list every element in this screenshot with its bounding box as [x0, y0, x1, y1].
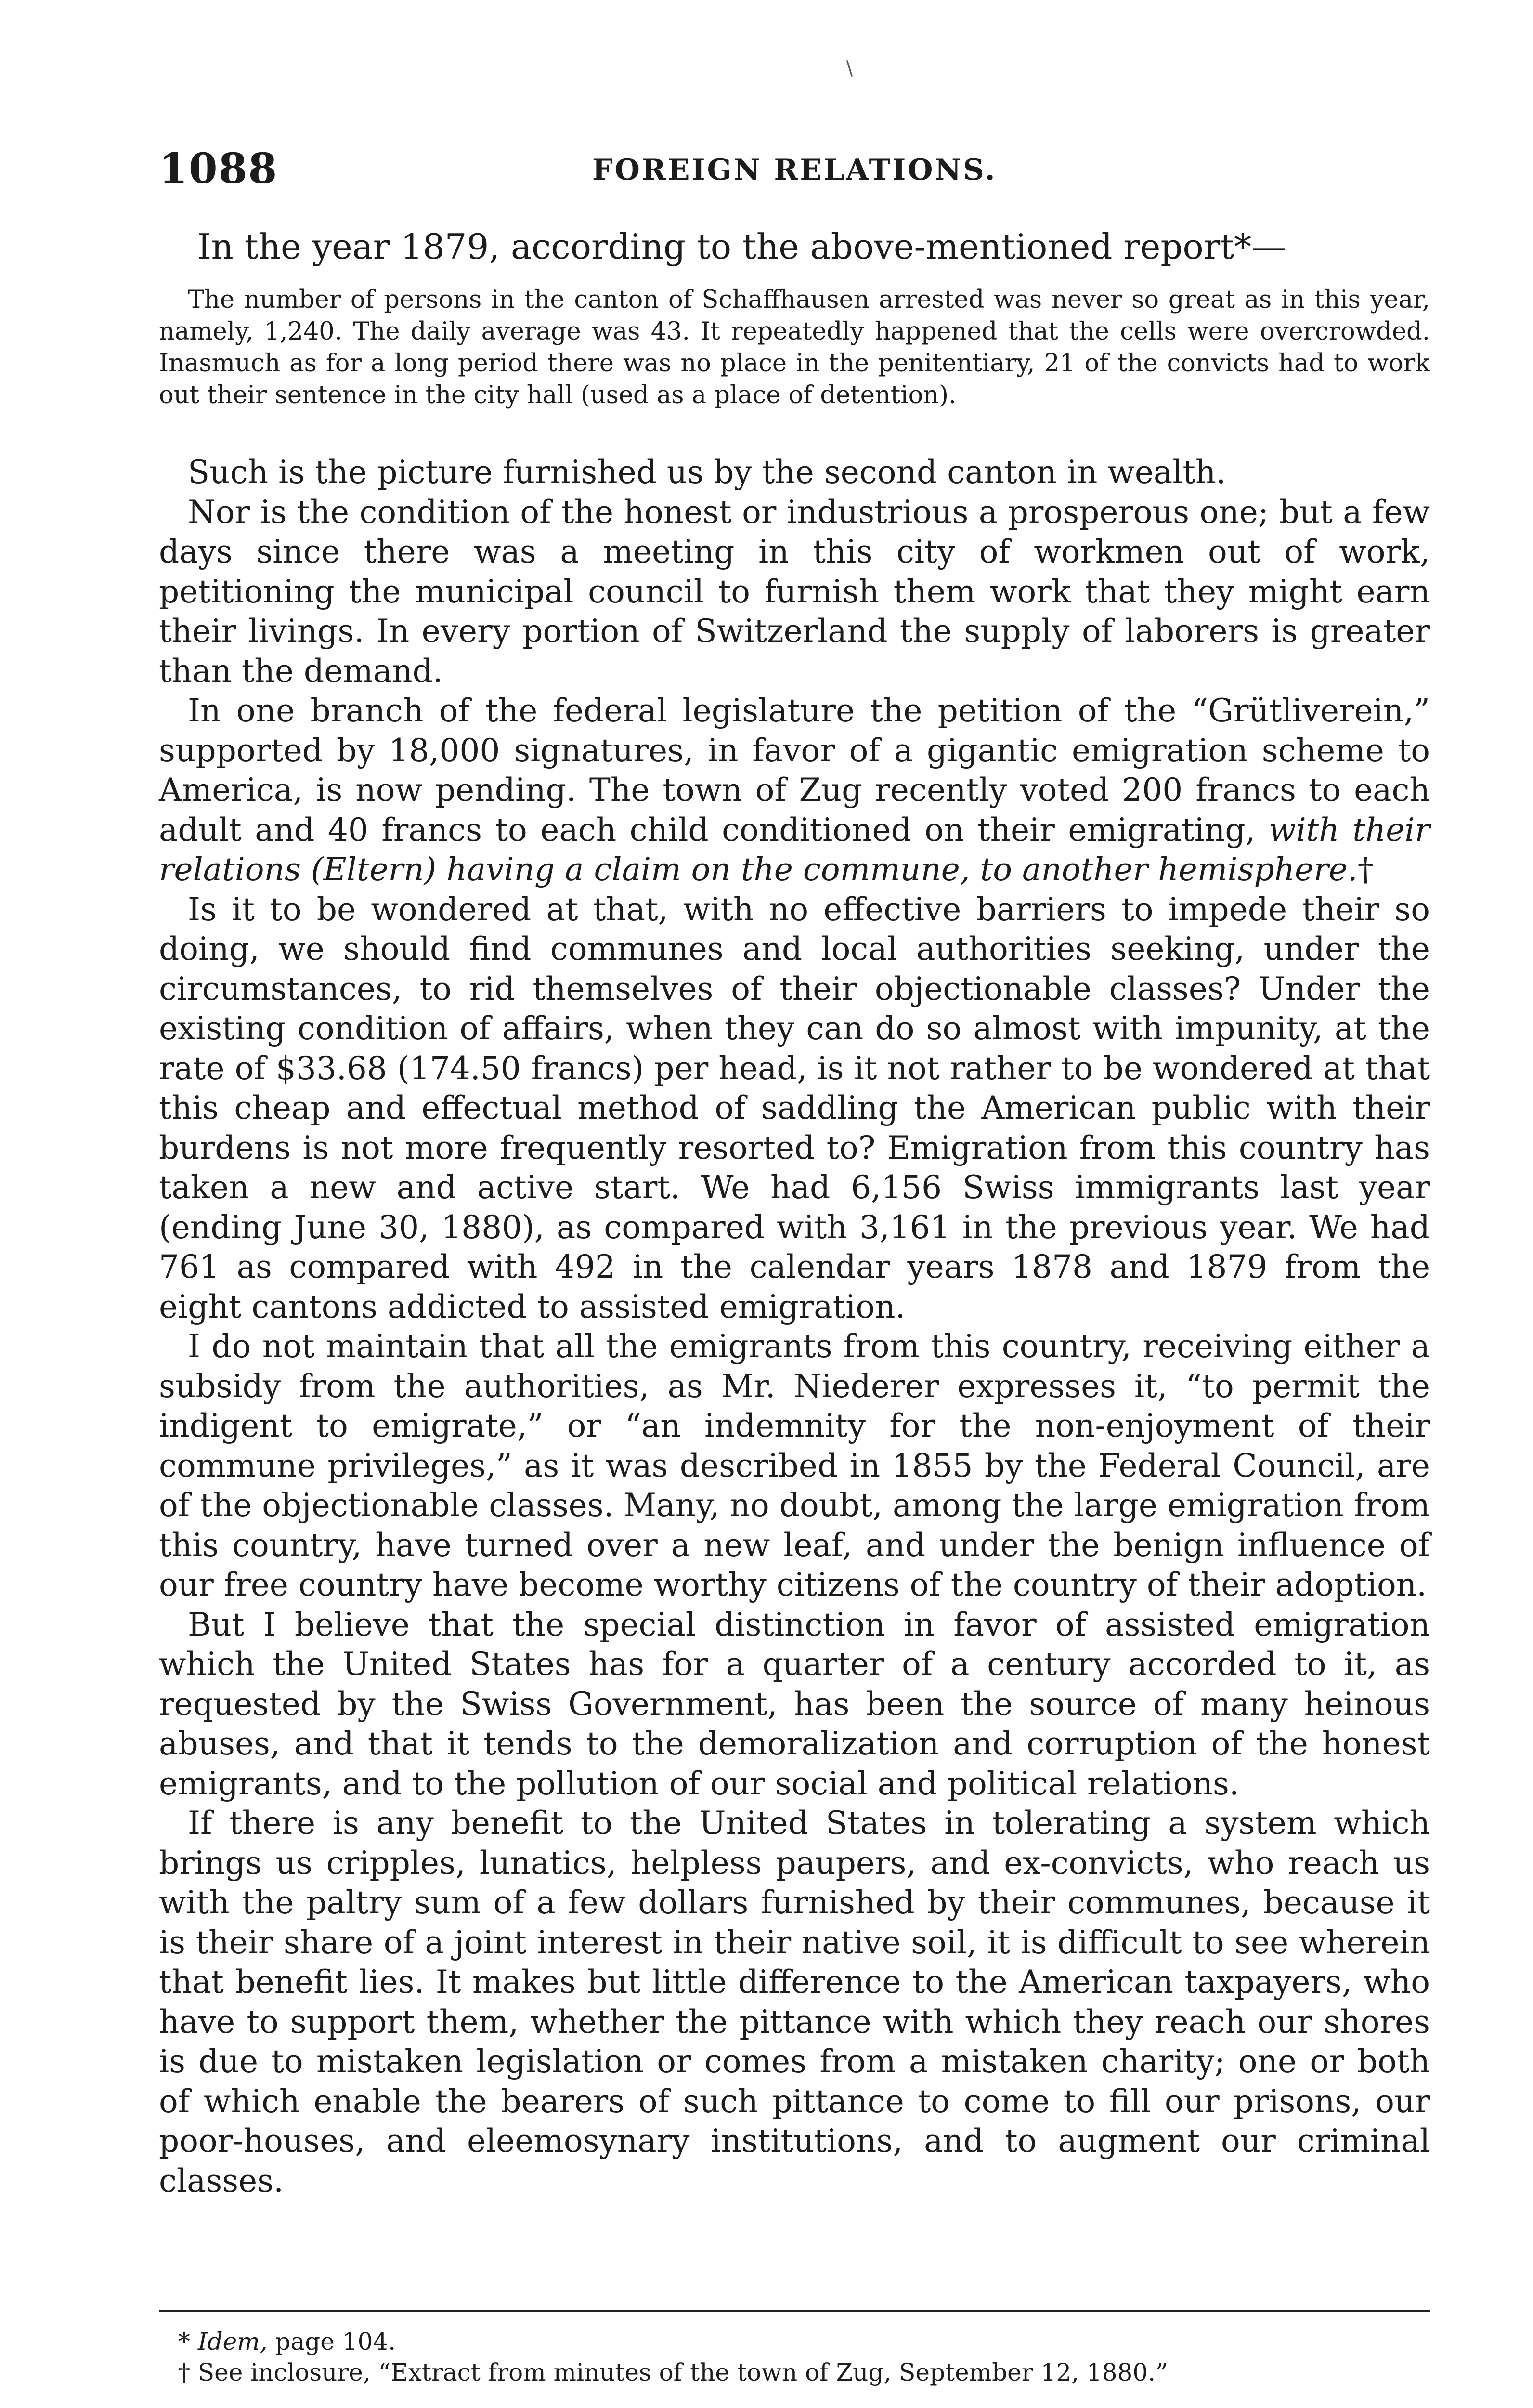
block-quote: The number of persons in the canton of Schaffhausen arrested was never so great as in this year, namely, 1,240. The daily average was 43. It repeatedly happened that the cells were overcrowded. Inasmuch as for a long period there was no place in the penitentiary, 21 of the convicts had to work out their sentence in the city hall (used as a place of detention).	[159, 286, 1430, 409]
footnote-ref-dagger[interactable]: †	[1357, 851, 1374, 888]
body-text	[159, 453, 1430, 2201]
paragraph: If there is any benefit to the United States in tolerating a system which brings us cripples, lunatics, helpless paupers, and ex-convicts, who reach us with the paltry sum of a few dollars furnished by their communes, because it is their share of a joint interest in their native soil, it is difficult to see wherein that benefit lies. It makes but little difference to the American taxpayers, who have to support them, whether the pittance with which they reach our shores is due to mistaken legislation or comes from a mistaken charity; one or both of which enable the bearers of such pittance to come to fill our prisons, our poor-houses, and eleemosynary institutions, and to augment our criminal classes.	[159, 1805, 1430, 2199]
paragraph: Such is the picture furnished us by the second canton in wealth.	[188, 454, 1226, 491]
paragraph	[159, 691, 1430, 890]
emphasis-text: with their relations (Eltern) having a claim on the commune, to another hemisphere.	[159, 811, 1430, 888]
tick-mark: ∖	[843, 58, 855, 80]
footnote-text: page 104.	[267, 2328, 396, 2356]
paragraph-text: In one branch of the federal legislature the petition of the “Grütliverein,” supported by 18,000 signatures, in favor of a gigantic emigration scheme to America, is now pending. The town of Zug recently voted 200 francs to each adult and 40 francs to each child conditioned on their emigrating,	[159, 692, 1430, 849]
paragraph: Is it to be wondered at that, with no effective barriers to impede their so doing, we should find communes and local authorities seeking, under the circumstances, to rid themselves of their objectionable classes? Under the existing condition of affairs, when they can do so almost with impunity, at the rate of $33.68 (174.50 francs) per head, is it not rather to be wondered at that this cheap and effectual method of saddling the American public with their burdens is not more frequently resorted to? Emigration from this country has taken a new and active start. We had 6,156 Swiss immigrants last year (ending June 30, 1880), as compared with 3,161 in the previous year. We had 761 as compared with 492 in the calendar years 1878 and 1879 from the eight cantons addicted to assisted emigration.	[159, 890, 1430, 1325]
footnote-star	[178, 2326, 1430, 2357]
footnote-mark: *	[178, 2328, 190, 2356]
running-head	[159, 144, 1430, 197]
lead-sentence: In the year 1879, according to the above-mentioned report*—	[197, 226, 1286, 267]
running-title: FOREIGN RELATIONS.	[592, 153, 997, 187]
footnote-dagger	[178, 2357, 1430, 2388]
footnote-italic: Idem,	[197, 2328, 268, 2356]
paragraph: I do not maintain that all the emigrants from this country, receiving either a subsidy from the authorities, as Mr. Niederer expresses it, “to permit the indigent to emigrate,” or “an indemnity for the non-enjoyment of their commune privileges,” as it was described in 1855 by the Federal Council, are of the objectionable classes. Many, no doubt, among the large emigration from this country, have turned over a new leaf, and under the benign influence of our free country have become worthy citizens of the country of their adoption.	[159, 1328, 1430, 1603]
paragraph: But I believe that the special distinction in favor of assisted emigration which the United States has for a quarter of a century accorded to it, as requested by the Swiss Government, has been the source of many heinous abuses, and that it tends to the demoralization and corruption of the honest emigrants, and to the pollution of our social and political relations.	[159, 1606, 1430, 1802]
footnotes	[178, 2326, 1430, 2388]
footnote-mark: †	[178, 2358, 190, 2386]
footnote-text: See inclosure, “Extract from minutes of the town of Zug, September 12, 1880.”	[197, 2358, 1168, 2386]
page-number: 1088	[159, 144, 278, 193]
footnote-rule	[159, 2310, 1430, 2312]
document-page	[159, 0, 1430, 2408]
paragraph: Nor is the condition of the honest or industrious a prosperous one; but a few days since there was a meeting in this city of workmen out of work, petitioning the municipal council to furnish them work that they might earn their livings. In every portion of Switzerland the supply of laborers is greater than the demand.	[159, 493, 1430, 690]
